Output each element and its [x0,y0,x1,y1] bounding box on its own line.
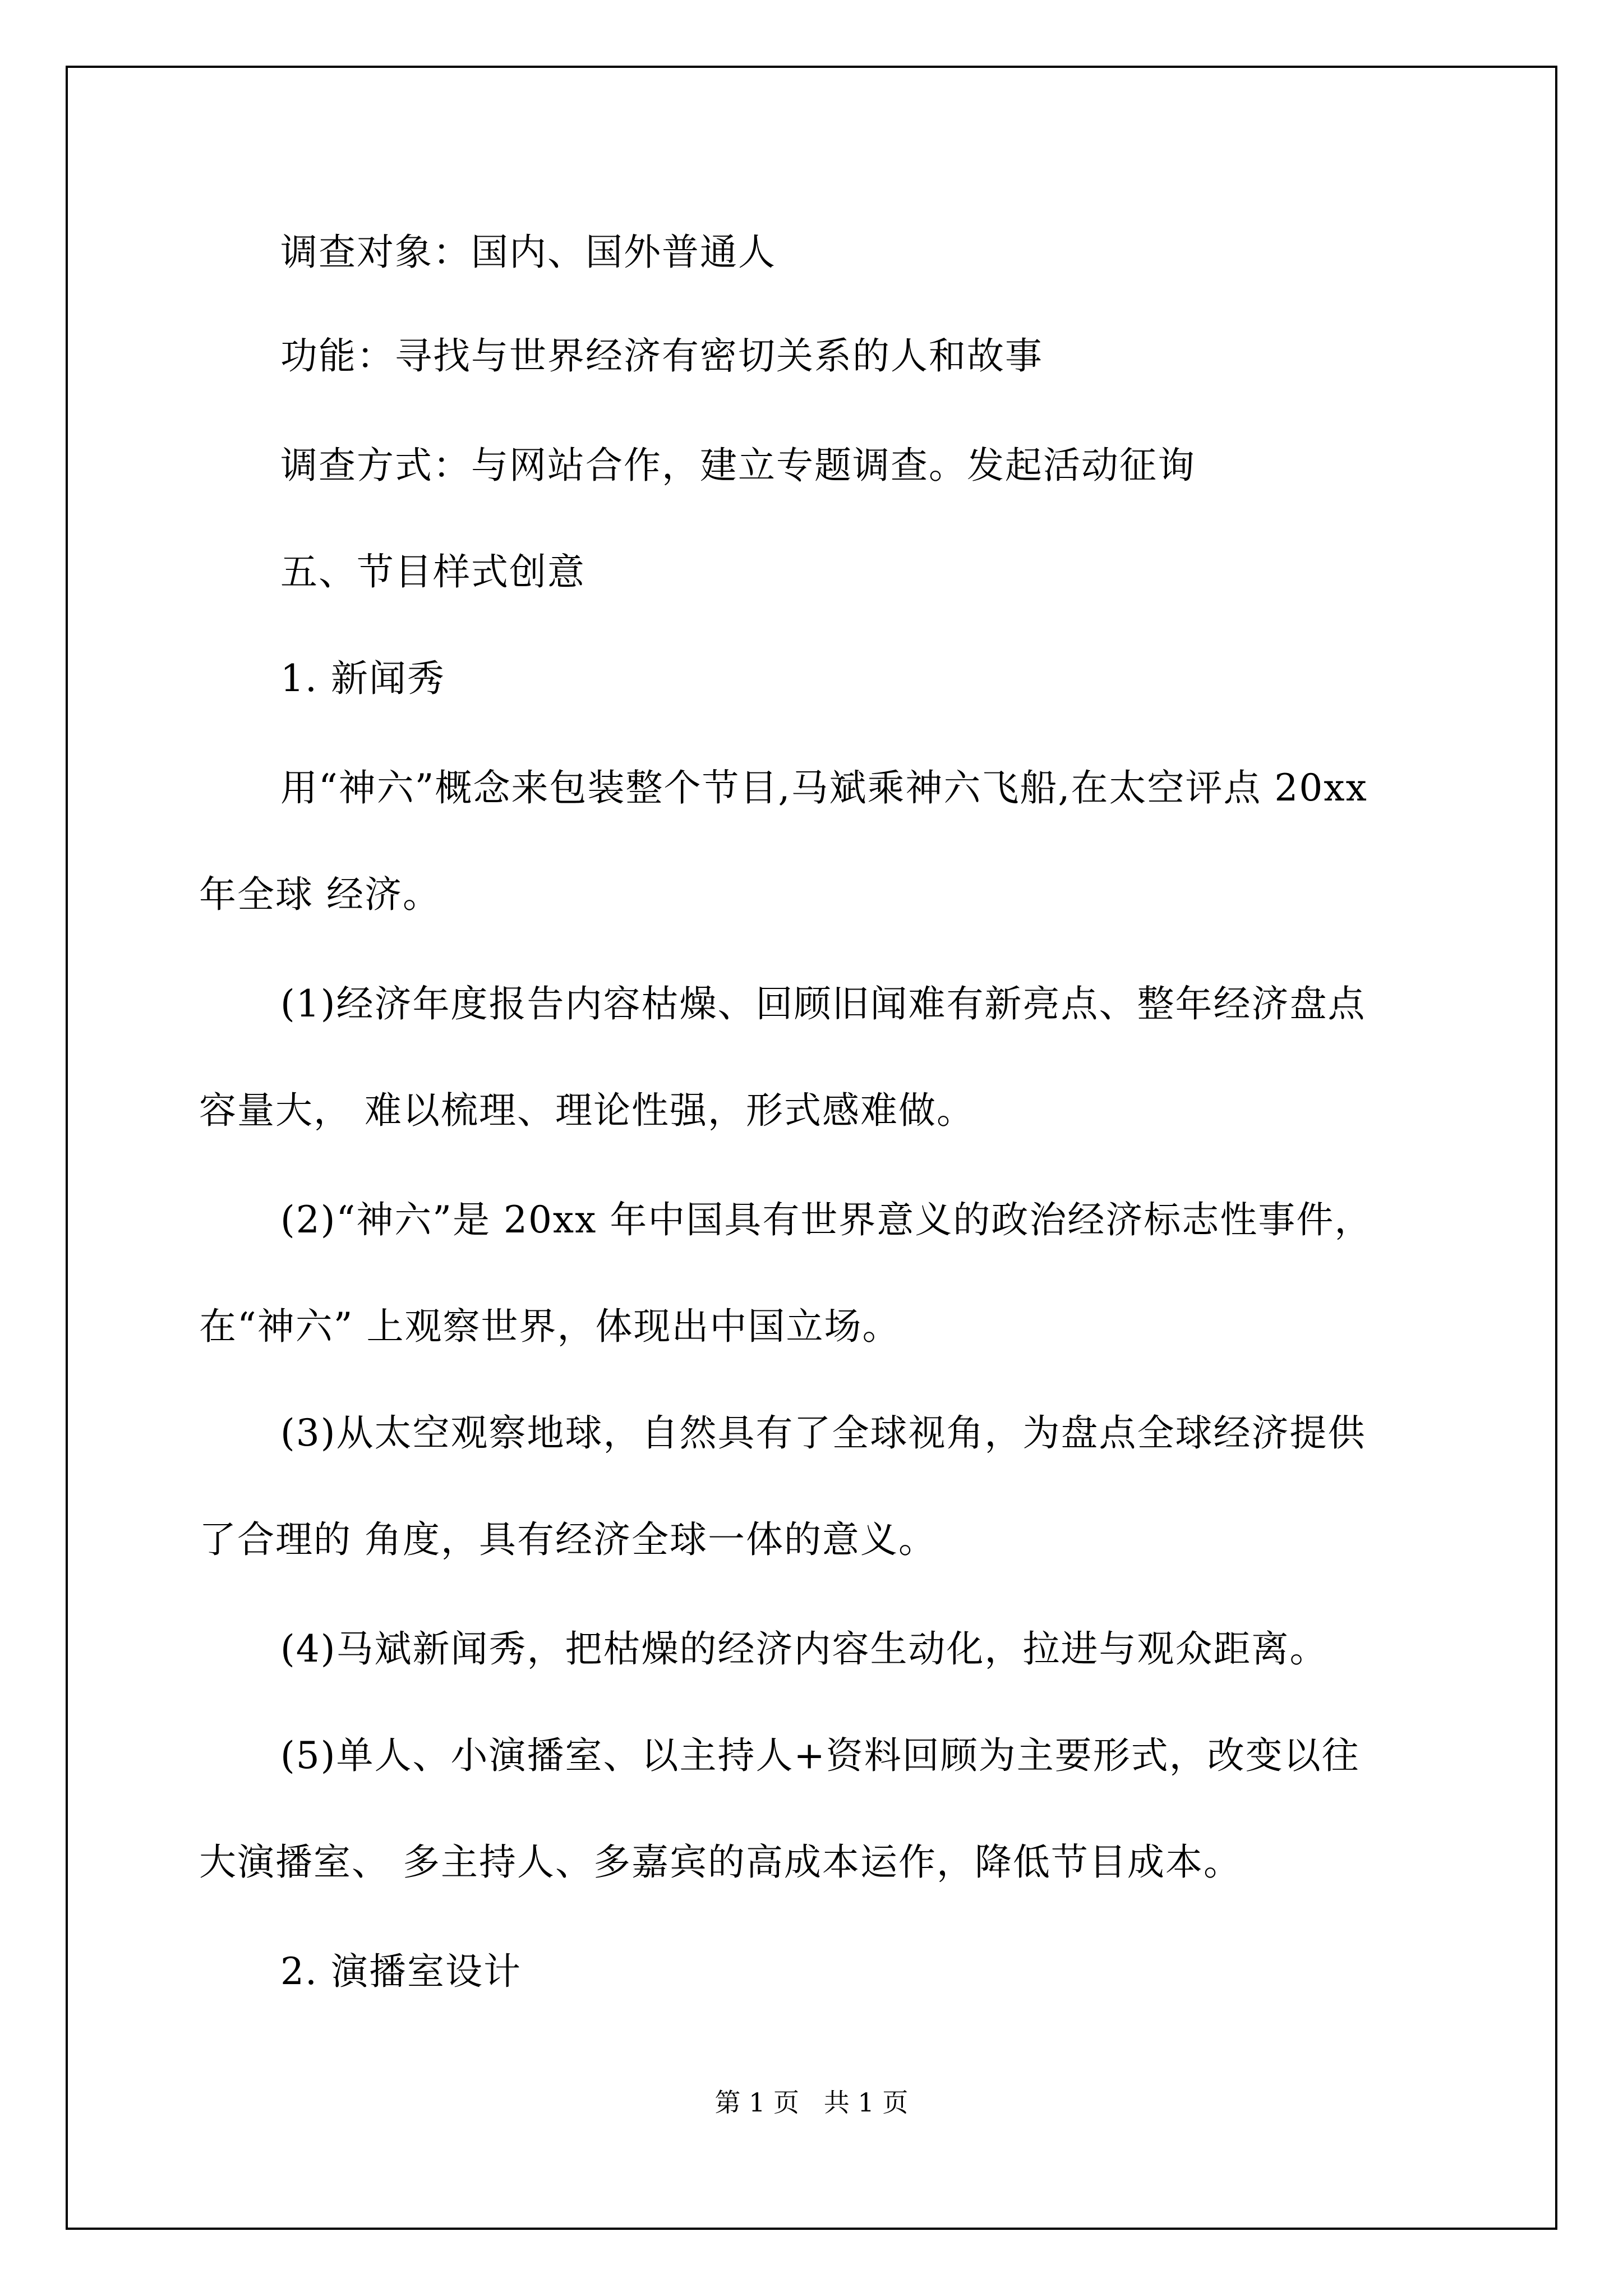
list-item-4: (4)马斌新闻秀，把枯燥的经济内容生动化，拉进与观众距离。 [280,1627,1328,1671]
paragraph-survey-target: 调查对象：国内、国外普通人 [280,231,776,274]
list-item-5-cont: 大演播室、 多主持人、多嘉宾的高成本运作，降低节目成本。 [199,1841,1242,1884]
list-item-3: (3)从太空观察地球，自然具有了全球视角，为盘点全球经济提供 [280,1411,1366,1455]
paragraph-shenliu-concept-cont: 年全球 经济。 [199,873,441,916]
list-item-1: (1)经济年度报告内容枯燥、回顾旧闻难有新亮点、整年经济盘点 [280,982,1366,1025]
paragraph-survey-method: 调查方式：与网站合作，建立专题调查。发起活动征询 [280,444,1196,487]
paragraph-shenliu-concept: 用“神六”概念来包装整个节目,马斌乘神六飞船,在太空评点 20xx [280,766,1368,809]
section-heading-program-style: 五、节目样式创意 [280,550,585,593]
list-item-5: (5)单人、小演播室、以主持人+资料回顾为主要形式，改变以往 [280,1734,1360,1777]
list-item-1-cont: 容量大， 难以梳理、理论性强，形式感难做。 [199,1089,975,1132]
list-item-2-cont: 在“神六” 上观察世界，体现出中国立场。 [199,1305,901,1348]
subheading-news-show: 1. 新闻秀 [280,657,445,700]
list-item-2: (2)“神六”是 20xx 年中国具有世界意义的政治经济标志性事件， [280,1198,1373,1241]
list-item-3-cont: 了合理的 角度，具有经济全球一体的意义。 [199,1518,937,1561]
paragraph-function: 功能：寻找与世界经济有密切关系的人和故事 [280,334,1043,378]
page-border [66,66,1557,2230]
subheading-studio-design: 2. 演播室设计 [280,1950,522,1993]
page-footer: 第 1 页 共 1 页 [714,2087,909,2118]
